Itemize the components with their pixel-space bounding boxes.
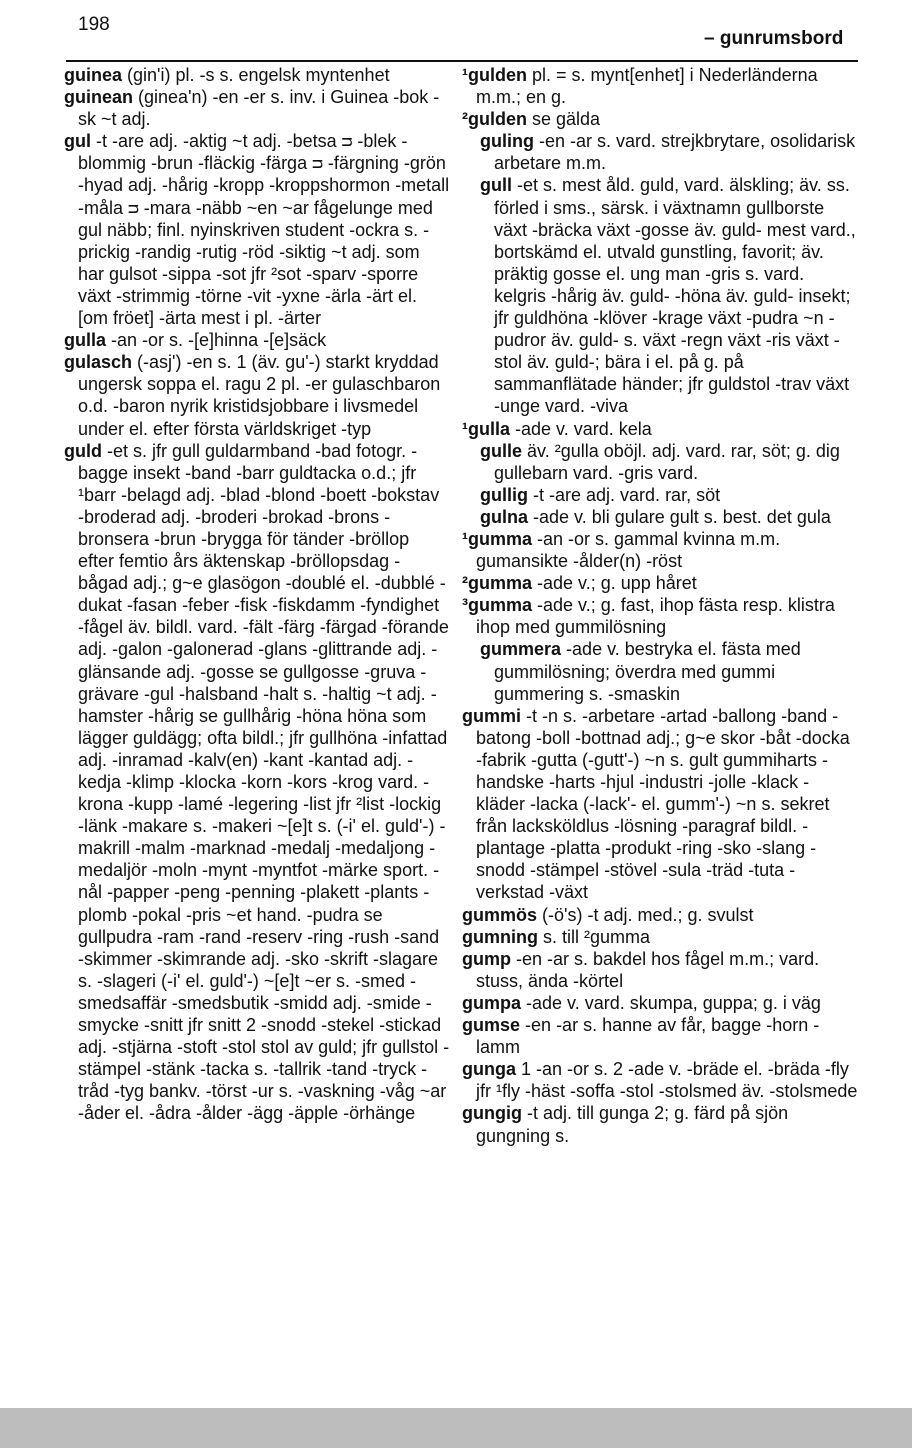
scan-bottom-edge [0, 1408, 912, 1448]
page-number: 198 [78, 14, 110, 35]
entry-text: -t -are adj. -aktig ~t adj. -betsa ᴝ -blek -blommig -brun -fläckig -färga ᴝ -färgning -grön -hyad adj. -hårig -kropp -kroppshormon -metall -måla ᴝ -mara -näbb ~en ~ar fågelunge med gul näbb; finl. nyinskriven student -ockra s. -prickig -randig -rutig -röd -siktig ~t adj. som har gulsot -sippa -sot jfr ²sot -sparv -sporre växt -strimmig -törne -vit -yxne -ärla -ärt el. [om fröet] -ärta mest i pl. -ärter [78, 131, 450, 329]
dictionary-entry [462, 418, 858, 440]
dictionary-entry [462, 705, 858, 904]
entry-headword: gummös [462, 904, 538, 925]
dictionary-entry [462, 64, 858, 108]
entry-headword: gulla [64, 330, 107, 351]
dictionary-entry [480, 440, 858, 484]
dictionary-entry [64, 130, 450, 329]
entry-headword: ¹gulla [462, 418, 510, 439]
entry-text: 1 -an -or s. 2 -ade v. -bräde el. -bräda -fly jfr ¹fly -häst -soffa -stol -stolsmed äv. -stolsmede [476, 1059, 858, 1102]
entry-text: -ade v. bestryka el. fästa med gummilösning; överdra med gummi gummering s. -smaskin [494, 639, 801, 704]
dictionary-entry [480, 506, 858, 528]
entry-text: (gin'i) pl. -s s. engelsk myntenhet [127, 65, 390, 85]
entry-headword: guinea [64, 65, 123, 85]
entry-text: (-ö's) -t adj. med.; g. svulst [542, 904, 754, 925]
entry-text: -en -ar s. hanne av får, bagge -horn -lamm [476, 1015, 820, 1058]
dictionary-entry [462, 1102, 858, 1146]
entry-headword: gump [462, 948, 511, 969]
entry-text: -an -or s. -[e]hinna -[e]säck [111, 330, 327, 351]
entry-text: -en -ar s. bakdel hos fågel m.m.; vard. stuss, ända -körtel [476, 948, 820, 991]
dictionary-entry [64, 329, 450, 351]
entry-text: s. till ²gumma [543, 926, 651, 947]
dictionary-entry [462, 992, 858, 1014]
entry-text: -t -are adj. vard. rar, söt [533, 484, 721, 505]
left-column [64, 64, 450, 1125]
entry-text: -an -or s. gammal kvinna m.m. gumansikte -ålder(n) -röst [476, 528, 781, 572]
entry-headword: gummi [462, 705, 522, 726]
entry-text: pl. = s. mynt[enhet] i Nederländerna m.m.; en g. [476, 65, 818, 108]
entry-headword: ¹gulden [462, 65, 527, 85]
dictionary-entry [462, 528, 858, 572]
running-head: – gunrumsbord [704, 28, 844, 49]
dictionary-entry [462, 1058, 858, 1102]
dictionary-entry [462, 572, 858, 594]
header-rule [66, 60, 858, 62]
entry-headword: guld [64, 440, 102, 461]
dictionary-entry [462, 948, 858, 992]
entry-text: (-asj') -en s. 1 (äv. gu'-) starkt kryddad ungersk soppa el. ragu 2 pl. -er gulaschbaron o.d. -baron nyrik kristidsjobbare i livsmedel under el. efter första världskriget -typ [78, 352, 441, 439]
dictionary-entry [462, 926, 858, 948]
entry-text: (ginea'n) -en -er s. inv. i Guinea -bok -sk ~t adj. [78, 87, 440, 130]
entry-text: -en -ar s. vard. strejkbrytare, osolidarisk arbetare m.m. [494, 131, 856, 174]
entry-headword: gumning [462, 926, 538, 947]
entry-headword: gumpa [462, 992, 522, 1013]
entry-headword: gul [64, 131, 91, 152]
entry-headword: ²gumma [462, 573, 533, 594]
entry-headword: gungig [462, 1103, 522, 1124]
entry-headword: guling [480, 131, 534, 152]
dictionary-entry [462, 904, 858, 926]
entry-text: -et s. mest åld. guld, vard. älskling; äv. ss. förled i sms., särsk. i växtnamn gullborste växt -bräcka växt -gosse äv. guld- mest vard., bortskämd el. utvald gunstling, favorit; äv. präktig gosse el. ung man -gris s. vard. kelgris -hårig äv. guld- -höna äv. guld- insekt; jfr guldhöna -klöver -krage växt -pudra ~n -pudror äv. guld- s. växt -regn växt -ris växt -stol äv. guld-; bära i el. på g. på sammanflätade händer; jfr guldstol -trav växt -unge vard. -viva [494, 175, 856, 417]
entry-text: -ade v. bli gulare gult s. best. det gula [533, 506, 831, 527]
dictionary-entry [462, 594, 858, 638]
entry-headword: gulasch [64, 352, 133, 373]
dictionary-entry [480, 638, 858, 704]
entry-headword: guinean [64, 87, 134, 108]
entry-headword: ¹gumma [462, 528, 533, 549]
entry-headword: gumse [462, 1015, 521, 1036]
entry-text: -ade v.; g. upp håret [537, 573, 697, 594]
dictionary-entry [64, 64, 450, 86]
dictionary-entry [64, 351, 450, 439]
dictionary-entry [64, 86, 450, 130]
entry-headword: gulna [480, 506, 528, 527]
dictionary-entry [462, 108, 858, 130]
dictionary-entry [480, 484, 858, 506]
entry-headword: gullig [480, 484, 528, 505]
entry-headword: ²gulden [462, 109, 527, 130]
dictionary-entry [480, 174, 858, 417]
right-column [462, 64, 858, 1147]
entry-text: -ade v. vard. skumpa, guppa; g. i väg [526, 992, 821, 1013]
entry-text: -t -n s. -arbetare -artad -ballong -band -batong -boll -bottnad adj.; g~e skor -båt -docka -fabrik -gutta (-gutt'-) ~n s. gult gummiharts -handske -harts -hjul -industri -jolle -klack -kläder -lacka (-lack'- el. gumm'-) ~n s. sekret från lacksköldlus -lösning -paragraf bildl. -plantage -platta -produkt -ring -sko -slang -snodd -stämpel -stövel -sula -träd -tuta -verkstad -växt [476, 705, 850, 903]
dictionary-entry [480, 130, 858, 174]
entry-text: -ade v.; g. fast, ihop fästa resp. klistra ihop med gummilösning [476, 595, 835, 638]
entry-text: äv. ²gulla oböjl. adj. vard. rar, söt; g. dig gullebarn vard. -gris vard. [494, 440, 840, 483]
entry-headword: gunga [462, 1059, 516, 1080]
entry-headword: gulle [480, 440, 523, 461]
entry-text: -ade v. vard. kela [515, 418, 652, 439]
entry-text: -et s. jfr gull guldarmband -bad fotogr. -bagge insekt -band -barr guldtacka o.d.; jfr ¹barr -belagd adj. -blad -blond -boett -bokstav -broderad adj. -broderi -brokad -brons -bronsera -brun -brygga för tänder -bröllop efter femtio års äktenskap -bröllopsdag -bågad adj.; g~e glasögon -doublé el. -dubblé -dukat -fasan -feber -fisk -fiskdamm -fyndighet -fågel äv. bildl. vard. -fält -färg -färgad -förande adj. -galon -galonerad -glans -glittrande adj. -glänsande adj. -gosse se gullgosse -gruva -grävare -gul -halsband -halt s. -haltig ~t adj. -hamster -hårig se gullhårig -höna höna som lägger guldägg; ofta bildl.; jfr gullhöna -infattad adj. -inramad -kalv(en) -kant -kantad adj. -kedja -klimp -klocka -korn -kors -krog vard. -krona -kupp -lamé -legering -list jfr ²list -lockig -länk -makare s. -makeri ~[e]t s. (-i' el. guld'-) -makrill -malm -marknad -medalj -medaljong -medaljör -moln -mynt -myntfot -märke sport. -nål -papper -peng -penning -plakett -plants -plomb -pokal -pris ~et hand. -pudra se gullpudra -ram -rand -reserv -ring -rush -sand -skimmer -skimrande adj. -sko -skrift -slagare s. -slageri (-i' el. guld'-) ~[e]t ~er s. -smed -smedsaffär -smedsbutik -smidd adj. -smide -smycke -snitt jfr snitt 2 -snodd -stekel -stickad adj. -stjärna -stoft -stol stol av guld; jfr gullstol -stämpel -stänk -tacka s. -tallrik -tand -tryck -tråd -tyg bankv. -törst -ur s. -vaskning -våg ~ar -åder el. -ådra -ålder -ägg -äpple -örhänge [78, 440, 450, 1124]
entry-headword: gummera [480, 639, 562, 660]
entry-text: -t adj. till gunga 2; g. färd på sjön gungning s. [476, 1103, 789, 1146]
entry-text: se gälda [532, 109, 601, 130]
entry-headword: ³gumma [462, 595, 533, 616]
dictionary-entry [64, 440, 450, 1125]
dictionary-entry [462, 1014, 858, 1058]
entry-headword: gull [480, 175, 512, 196]
